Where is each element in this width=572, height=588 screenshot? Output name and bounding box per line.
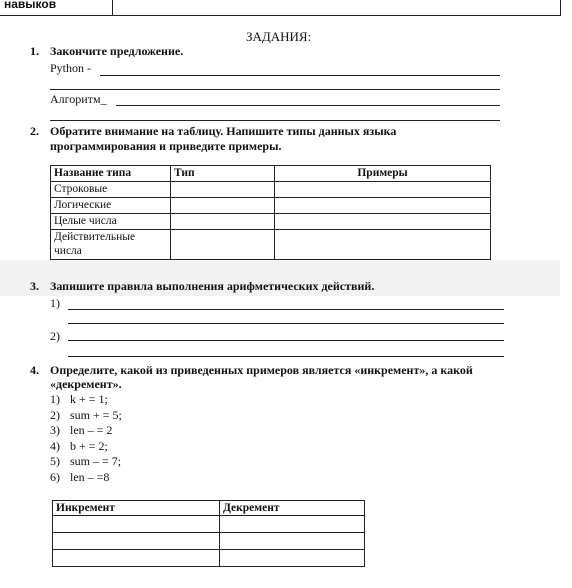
list-item (50, 454, 122, 470)
task1-algorithm-line[interactable] (116, 105, 500, 106)
table-cell-input[interactable] (220, 533, 365, 550)
task1-extra-line-2[interactable] (50, 120, 500, 121)
table-cell-input[interactable] (275, 182, 491, 198)
table-cell-input[interactable] (171, 214, 275, 230)
table-row (51, 182, 491, 198)
table-cell-input[interactable] (220, 516, 365, 533)
example-code: k + = 1; (70, 392, 108, 406)
task3-item1-label: 1) (50, 296, 60, 310)
list-item (50, 392, 122, 408)
task1-algorithm-label: Алгоритм_ (50, 92, 107, 106)
table-row (53, 533, 365, 550)
table-cell-input[interactable] (171, 182, 275, 198)
example-code: sum + = 5; (70, 407, 122, 422)
list-item (50, 439, 122, 455)
task4-heading-line2: «декремент». (50, 377, 122, 391)
task1-heading: Закончите предложение. (50, 44, 184, 58)
task4-number: 4. (30, 363, 39, 377)
table-cell-input[interactable] (220, 550, 365, 567)
table-header-increment: Инкремент (53, 501, 220, 516)
list-item (50, 470, 122, 486)
task3-line-4[interactable] (68, 356, 504, 357)
example-number: 4) (50, 438, 60, 453)
task3-line-1[interactable] (68, 309, 504, 310)
example-code: sum – = 7; (70, 454, 122, 468)
table-cell-input[interactable] (275, 198, 491, 214)
table-row (51, 198, 491, 214)
task2-number: 2. (30, 124, 39, 138)
table-cell-line1: Действительные (54, 231, 136, 243)
task1-python-label: Python - (50, 61, 92, 75)
task3-line-2[interactable] (68, 323, 504, 324)
example-number: 2) (50, 407, 60, 422)
task4-heading-line1: Определите, какой из приведенных примеров является «инкремент», а какой (50, 363, 473, 377)
list-item (50, 408, 122, 424)
task2-heading-line2: программирования и приведите примеры. (50, 139, 282, 153)
table-cell-input[interactable] (275, 230, 491, 260)
table-cell-input[interactable] (171, 230, 275, 260)
task2-heading-line1: Обратите внимание на таблицу. Напишите типы данных языка (50, 124, 397, 138)
example-number: 3) (50, 423, 60, 437)
example-number: 1) (50, 392, 60, 406)
task4-examples-list (50, 392, 122, 485)
example-code: len – = 2 (70, 423, 113, 437)
table-row (53, 516, 365, 533)
example-number: 5) (50, 454, 60, 468)
table-cell: Целые числа (51, 214, 171, 230)
table-cell-input[interactable] (53, 533, 220, 550)
task1-extra-line[interactable] (50, 89, 500, 90)
table-cell-input[interactable] (53, 550, 220, 567)
task1-number: 1. (30, 44, 39, 58)
example-number: 6) (50, 469, 60, 484)
table-cell (51, 230, 171, 260)
task3-item2-label: 2) (50, 329, 60, 343)
header-left-text: навыков (4, 0, 57, 11)
table-header-type-name: Название типа (51, 166, 171, 182)
example-code: b + = 2; (70, 438, 108, 453)
table-row (51, 230, 491, 260)
table-cell: Логические (51, 198, 171, 214)
table-cell-input[interactable] (171, 198, 275, 214)
table-header-examples: Примеры (275, 166, 491, 182)
table-cell-line2: числа (54, 245, 82, 257)
table-cell: Строковые (51, 182, 171, 198)
task3-heading: Запишите правила выполнения арифметических действий. (50, 279, 375, 293)
list-item (50, 423, 122, 439)
task3-line-3[interactable] (68, 340, 504, 341)
table-row (53, 550, 365, 567)
table-row (51, 214, 491, 230)
header-frame (0, 0, 561, 16)
example-code: len – =8 (70, 469, 110, 484)
header-divider (112, 0, 113, 15)
table-header-decrement: Декремент (220, 501, 365, 516)
increment-decrement-table (52, 500, 365, 567)
table-header-type: Тип (171, 166, 275, 182)
table-cell-input[interactable] (53, 516, 220, 533)
page-title: ЗАДАНИЯ: (246, 29, 312, 44)
table-cell-input[interactable] (275, 214, 491, 230)
task3-number: 3. (30, 279, 39, 293)
task1-python-line[interactable] (100, 75, 500, 76)
data-types-table (50, 165, 491, 260)
